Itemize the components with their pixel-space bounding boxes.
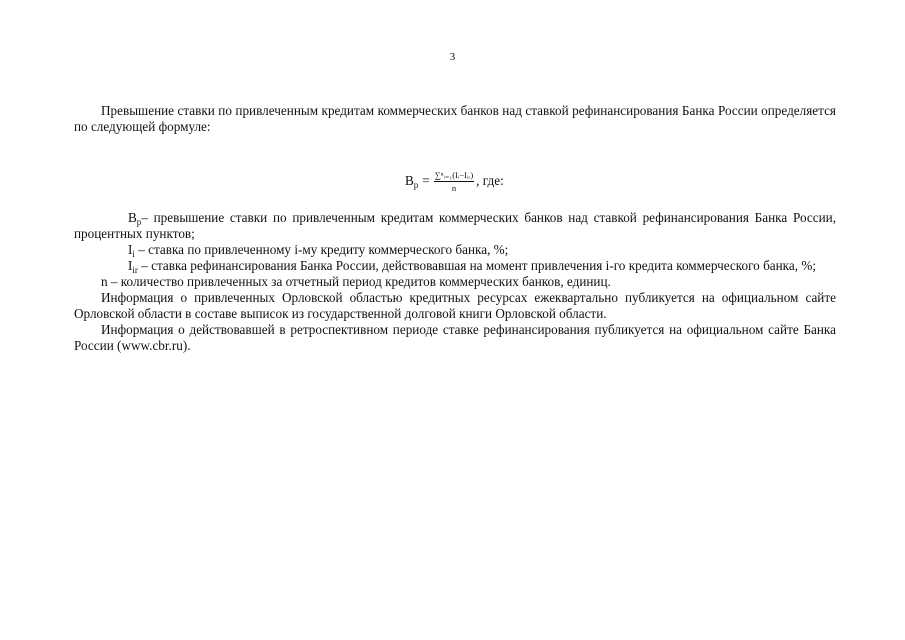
definition-text: – ставка рефинансирования Банка России, действовавшая на момент привлечения i-го кредита коммерческого банка, %; bbox=[137, 258, 816, 273]
page-number: 3 bbox=[449, 51, 456, 63]
definitions-block bbox=[74, 210, 836, 354]
definition-symbol bbox=[101, 258, 138, 274]
definition-symbol-letter: I bbox=[128, 258, 133, 273]
formula-tail: , где: bbox=[476, 173, 504, 188]
publication-paragraph: Информация о действовавшей в ретроспективном периоде ставке рефинансирования публикуется на официальном сайте Банка России (www.cbr.ru). bbox=[74, 322, 836, 353]
definition-item bbox=[74, 274, 836, 290]
definition-text: – ставка по привлеченному i-му кредиту коммерческого банка, %; bbox=[134, 242, 509, 257]
publication-paragraph: Информация о привлеченных Орловской областью кредитных ресурсах ежеквартально публикуется на официальном сайте Орловской области в составе выписок из государственной долговой книги Орловской области. bbox=[74, 290, 836, 321]
formula-numerator: ∑ⁿᵢ₌₁(Iᵢ−Iᵢᵣ) bbox=[434, 169, 474, 180]
definition-symbol-letter: B bbox=[128, 210, 137, 225]
definition-symbol-sub: p bbox=[136, 217, 142, 227]
definition-symbol-letter: I bbox=[128, 242, 133, 257]
definition-text: – превышение ставки по привлеченным кредитам коммерческих банков над ставкой рефинансирования Банка России, процентных пунктов; bbox=[74, 210, 836, 241]
formula bbox=[405, 166, 504, 196]
formula-lhs bbox=[405, 173, 418, 189]
definition-item bbox=[74, 242, 836, 258]
definition-item bbox=[74, 258, 836, 274]
definition-symbol-sub: i bbox=[132, 249, 135, 259]
definition-item bbox=[74, 210, 836, 242]
formula-fraction bbox=[434, 170, 474, 193]
definition-text: n – количество привлеченных за отчетный период кредитов коммерческих банков, единиц. bbox=[101, 274, 611, 289]
formula-lhs-sub: p bbox=[413, 180, 419, 190]
formula-denominator: n bbox=[451, 182, 457, 193]
formula-lhs-symbol: B bbox=[405, 173, 414, 188]
definition-symbol bbox=[101, 210, 141, 226]
definition-symbol-sub: ir bbox=[132, 265, 138, 275]
formula-equals: = bbox=[422, 173, 430, 188]
definition-symbol bbox=[101, 242, 135, 258]
intro-paragraph: Превышение ставки по привлеченным кредитам коммерческих банков над ставкой рефинансирования Банка России определяется по следующей формуле: bbox=[74, 103, 836, 134]
intro-block bbox=[74, 103, 836, 135]
